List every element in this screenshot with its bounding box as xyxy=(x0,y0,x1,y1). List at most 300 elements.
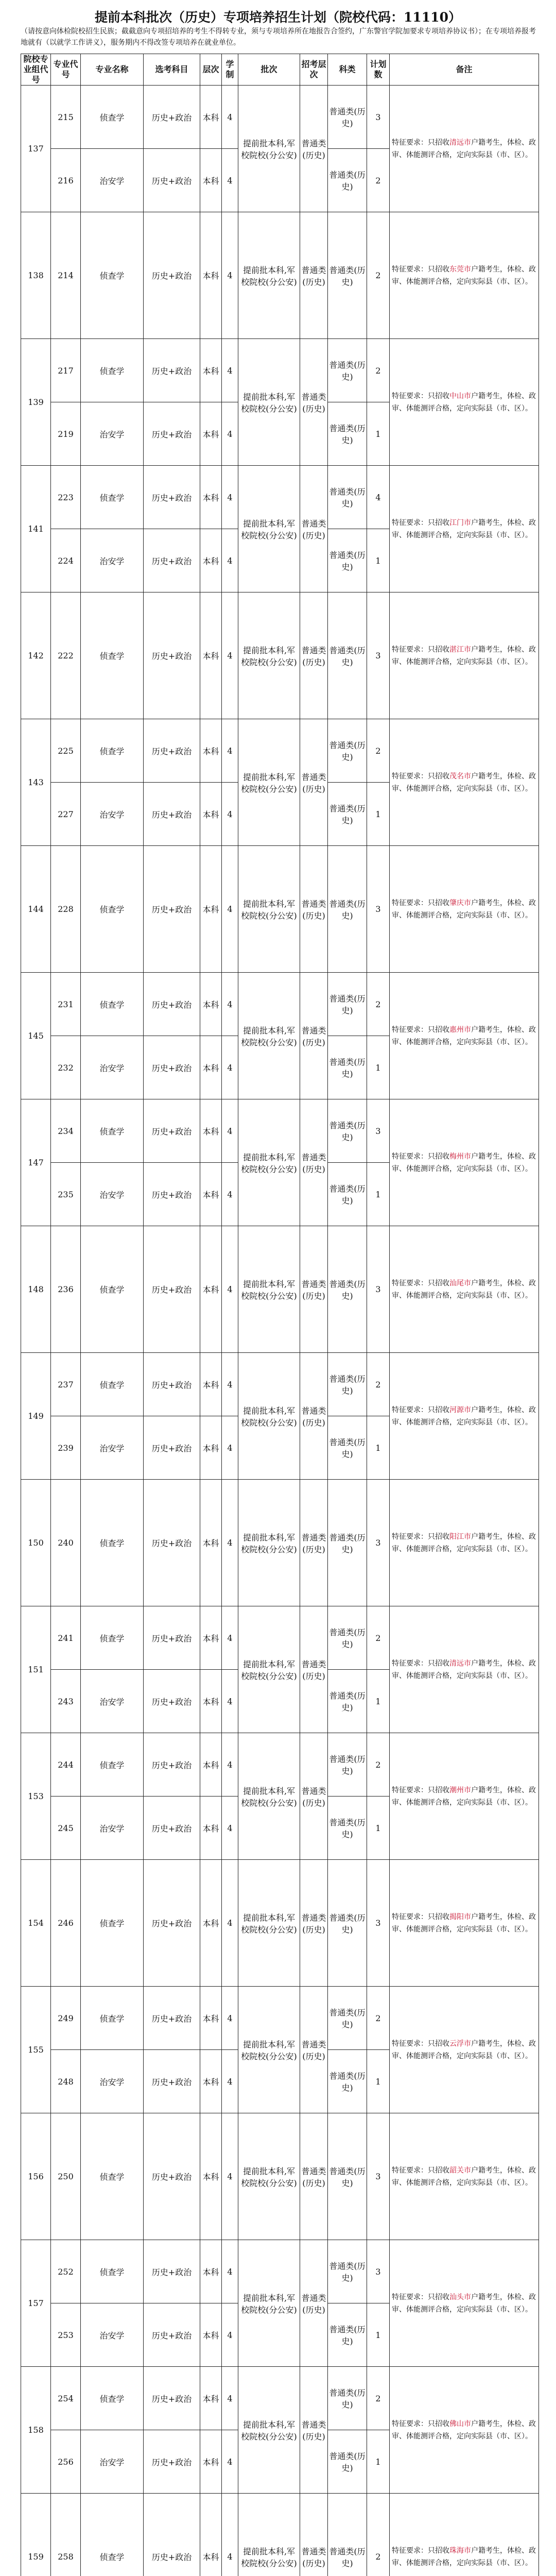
remark-place: 汕尾市 xyxy=(449,1279,471,1287)
batch-cell: 提前批本科,军校院校(分公安) xyxy=(238,719,300,846)
plan-count: 2 xyxy=(367,149,390,212)
plan-count: 1 xyxy=(367,529,390,592)
study-years: 4 xyxy=(222,1670,238,1733)
remark-cell xyxy=(390,592,539,719)
group-code: 137 xyxy=(21,86,51,212)
remark-text: 特征要求：只招收 xyxy=(392,645,449,654)
remark-place: 江门市 xyxy=(449,518,471,527)
study-years: 4 xyxy=(222,783,238,846)
recruit-type: 普通类(历史) xyxy=(300,1099,328,1226)
batch-cell: 提前批本科,军校院校(分公安) xyxy=(238,2367,300,2494)
subject-category: 普通类(历史) xyxy=(328,846,367,973)
education-level: 本科 xyxy=(200,1036,222,1099)
remark-tail: 户籍考生，体检、政审、体能测评合格，定向实际县（市、区）。 xyxy=(392,2039,536,2060)
subject-requirement: 历史+政治 xyxy=(144,86,200,149)
recruit-type: 普通类(历史) xyxy=(300,86,328,212)
major-code: 228 xyxy=(51,846,81,973)
education-level: 本科 xyxy=(200,2113,222,2240)
major-name: 侦查学 xyxy=(81,1226,144,1353)
subject-category: 普通类(历史) xyxy=(328,2113,367,2240)
table-row xyxy=(21,2113,539,2240)
subject-category: 普通类(历史) xyxy=(328,1860,367,1987)
recruit-type: 普通类(历史) xyxy=(300,1733,328,1860)
remark-tail: 户籍考生，体检、政审、体能测评合格，定向实际县（市、区）。 xyxy=(392,265,536,286)
education-level: 本科 xyxy=(200,2494,222,2576)
recruit-type: 普通类(历史) xyxy=(300,2367,328,2494)
remark-cell xyxy=(390,1099,539,1226)
column-header: 专业名称 xyxy=(81,54,144,86)
subject-category: 普通类(历史) xyxy=(328,1733,367,1797)
remark-tail: 户籍考生，体检、政审、体能测评合格，定向实际县（市、区）。 xyxy=(392,1025,536,1046)
table-row xyxy=(21,466,539,529)
study-years: 4 xyxy=(222,86,238,149)
subject-category: 普通类(历史) xyxy=(328,1036,367,1099)
remark-place: 茂名市 xyxy=(449,772,471,781)
major-code: 217 xyxy=(51,339,81,402)
education-level: 本科 xyxy=(200,719,222,783)
remark-tail: 户籍考生，体检、政审、体能测评合格，定向实际县（市、区）。 xyxy=(392,1532,536,1553)
subject-category: 普通类(历史) xyxy=(328,1353,367,1416)
batch-cell: 提前批本科,军校院校(分公安) xyxy=(238,1480,300,1606)
recruit-type: 普通类(历史) xyxy=(300,1860,328,1987)
batch-cell: 提前批本科,军校院校(分公安) xyxy=(238,212,300,339)
table-row xyxy=(21,719,539,783)
batch-cell: 提前批本科,军校院校(分公安) xyxy=(238,1987,300,2113)
study-years: 4 xyxy=(222,1987,238,2050)
major-name: 侦查学 xyxy=(81,1480,144,1606)
remark-tail: 户籍考生，体检、政审、体能测评合格，定向实际县（市、区）。 xyxy=(392,1912,536,1934)
education-level: 本科 xyxy=(200,2050,222,2113)
subject-category: 普通类(历史) xyxy=(328,2050,367,2113)
plan-count: 3 xyxy=(367,2113,390,2240)
table-header-row xyxy=(21,54,539,86)
major-name: 侦查学 xyxy=(81,2113,144,2240)
subject-category: 普通类(历史) xyxy=(328,2240,367,2303)
study-years: 4 xyxy=(222,339,238,402)
table-row xyxy=(21,1353,539,1416)
subject-category: 普通类(历史) xyxy=(328,2367,367,2430)
education-level: 本科 xyxy=(200,973,222,1036)
plan-count: 2 xyxy=(367,1606,390,1670)
major-code: 245 xyxy=(51,1797,81,1860)
major-name: 侦查学 xyxy=(81,1733,144,1797)
remark-text: 特征要求：只招收 xyxy=(392,899,449,907)
plan-count: 2 xyxy=(367,2367,390,2430)
education-level: 本科 xyxy=(200,1416,222,1480)
plan-count: 2 xyxy=(367,1353,390,1416)
remark-cell xyxy=(390,1606,539,1733)
batch-cell: 提前批本科,军校院校(分公安) xyxy=(238,1733,300,1860)
major-code: 254 xyxy=(51,2367,81,2430)
table-row xyxy=(21,339,539,402)
major-code: 234 xyxy=(51,1099,81,1163)
subject-requirement: 历史+政治 xyxy=(144,212,200,339)
remark-text: 特征要求：只招收 xyxy=(392,1279,449,1287)
plan-count: 1 xyxy=(367,1416,390,1480)
plan-count: 2 xyxy=(367,212,390,339)
subject-requirement: 历史+政治 xyxy=(144,149,200,212)
subject-requirement: 历史+政治 xyxy=(144,1797,200,1860)
table-row xyxy=(21,1480,539,1606)
major-code: 231 xyxy=(51,973,81,1036)
table-row xyxy=(21,592,539,719)
major-code: 236 xyxy=(51,1226,81,1353)
study-years: 4 xyxy=(222,2113,238,2240)
column-header: 专业代号 xyxy=(51,54,81,86)
major-name: 侦查学 xyxy=(81,1099,144,1163)
subject-category: 普通类(历史) xyxy=(328,592,367,719)
study-years: 4 xyxy=(222,1163,238,1226)
group-code: 151 xyxy=(21,1606,51,1733)
major-name: 侦查学 xyxy=(81,339,144,402)
major-name: 治安学 xyxy=(81,1036,144,1099)
subject-requirement: 历史+政治 xyxy=(144,2430,200,2494)
subject-requirement: 历史+政治 xyxy=(144,1099,200,1163)
remark-cell xyxy=(390,973,539,1099)
remark-tail: 户籍考生，体检、政审、体能测评合格，定向实际县（市、区）。 xyxy=(392,2293,536,2314)
subject-requirement: 历史+政治 xyxy=(144,2240,200,2303)
group-code: 138 xyxy=(21,212,51,339)
subject-requirement: 历史+政治 xyxy=(144,402,200,466)
recruit-type: 普通类(历史) xyxy=(300,1226,328,1353)
major-name: 治安学 xyxy=(81,529,144,592)
plan-count: 3 xyxy=(367,1480,390,1606)
subject-category: 普通类(历史) xyxy=(328,149,367,212)
recruit-type: 普通类(历史) xyxy=(300,719,328,846)
remark-place: 中山市 xyxy=(449,392,471,400)
subject-requirement: 历史+政治 xyxy=(144,719,200,783)
education-level: 本科 xyxy=(200,1733,222,1797)
major-code: 253 xyxy=(51,2303,81,2367)
subject-requirement: 历史+政治 xyxy=(144,1670,200,1733)
major-name: 治安学 xyxy=(81,2050,144,2113)
remark-place: 东莞市 xyxy=(449,265,471,274)
remark-place: 韶关市 xyxy=(449,2166,471,2175)
major-name: 侦查学 xyxy=(81,466,144,529)
table-row xyxy=(21,2240,539,2303)
table-row xyxy=(21,1226,539,1353)
group-code: 145 xyxy=(21,973,51,1099)
subject-requirement: 历史+政治 xyxy=(144,1416,200,1480)
study-years: 4 xyxy=(222,1606,238,1670)
column-header: 备注 xyxy=(390,54,539,86)
remark-tail: 户籍考生，体检、政审、体能测评合格，定向实际县（市、区）。 xyxy=(392,899,536,920)
plan-count: 1 xyxy=(367,783,390,846)
study-years: 4 xyxy=(222,149,238,212)
study-years: 4 xyxy=(222,1099,238,1163)
remark-cell xyxy=(390,2113,539,2240)
major-name: 治安学 xyxy=(81,1797,144,1860)
plan-count: 1 xyxy=(367,1036,390,1099)
education-level: 本科 xyxy=(200,592,222,719)
subject-category: 普通类(历史) xyxy=(328,86,367,149)
education-level: 本科 xyxy=(200,1987,222,2050)
education-level: 本科 xyxy=(200,402,222,466)
plan-count: 3 xyxy=(367,1226,390,1353)
remark-text: 特征要求：只招收 xyxy=(392,518,449,527)
study-years: 4 xyxy=(222,402,238,466)
education-level: 本科 xyxy=(200,2430,222,2494)
plan-count: 2 xyxy=(367,2494,390,2576)
batch-cell: 提前批本科,军校院校(分公安) xyxy=(238,846,300,973)
study-years: 4 xyxy=(222,592,238,719)
plan-count: 1 xyxy=(367,402,390,466)
subject-category: 普通类(历史) xyxy=(328,1099,367,1163)
table-row xyxy=(21,1987,539,2050)
remark-place: 佛山市 xyxy=(449,2419,471,2428)
remark-place: 潮州市 xyxy=(449,1786,471,1794)
batch-cell: 提前批本科,军校院校(分公安) xyxy=(238,1860,300,1987)
remark-cell xyxy=(390,466,539,592)
plan-count: 4 xyxy=(367,466,390,529)
batch-cell: 提前批本科,军校院校(分公安) xyxy=(238,2113,300,2240)
study-years: 4 xyxy=(222,2430,238,2494)
batch-cell: 提前批本科,军校院校(分公安) xyxy=(238,2494,300,2576)
study-years: 4 xyxy=(222,973,238,1036)
study-years: 4 xyxy=(222,466,238,529)
education-level: 本科 xyxy=(200,149,222,212)
remark-cell xyxy=(390,1860,539,1987)
group-code: 148 xyxy=(21,1226,51,1353)
subject-requirement: 历史+政治 xyxy=(144,2050,200,2113)
education-level: 本科 xyxy=(200,466,222,529)
column-header: 招考层次 xyxy=(300,54,328,86)
major-code: 219 xyxy=(51,402,81,466)
subject-requirement: 历史+政治 xyxy=(144,2303,200,2367)
remark-tail: 户籍考生，体检、政审、体能测评合格，定向实际县（市、区）。 xyxy=(392,2419,536,2441)
remark-cell xyxy=(390,1226,539,1353)
major-name: 治安学 xyxy=(81,2303,144,2367)
remark-tail: 户籍考生，体检、政审、体能测评合格，定向实际县（市、区）。 xyxy=(392,1279,536,1300)
study-years: 4 xyxy=(222,1416,238,1480)
column-header: 院校专业组代号 xyxy=(21,54,51,86)
subject-category: 普通类(历史) xyxy=(328,1163,367,1226)
remark-place: 肇庆市 xyxy=(449,899,471,907)
education-level: 本科 xyxy=(200,529,222,592)
recruit-type: 普通类(历史) xyxy=(300,1353,328,1480)
group-code: 143 xyxy=(21,719,51,846)
remark-cell xyxy=(390,1353,539,1480)
remark-cell xyxy=(390,212,539,339)
page-note: （请按意向体检院校招生民族；截截意向专项招培养的考生不得转专业，须与专项培养所在地报告合签约，广东警官学院加要求专项培养协议书）；在专项培养报考地就有（以就学工作讲义），服务期内不得改签专项培养在就业单位。 xyxy=(21,27,536,47)
subject-category: 普通类(历史) xyxy=(328,719,367,783)
education-level: 本科 xyxy=(200,1606,222,1670)
column-header: 计划数 xyxy=(367,54,390,86)
remark-tail: 户籍考生，体检、政审、体能测评合格，定向实际县（市、区）。 xyxy=(392,645,536,666)
education-level: 本科 xyxy=(200,846,222,973)
major-name: 侦查学 xyxy=(81,2367,144,2430)
plan-count: 3 xyxy=(367,2240,390,2303)
remark-text: 特征要求：只招收 xyxy=(392,392,449,400)
table-row xyxy=(21,1860,539,1987)
education-level: 本科 xyxy=(200,2303,222,2367)
recruit-type: 普通类(历史) xyxy=(300,2240,328,2367)
batch-cell: 提前批本科,军校院校(分公安) xyxy=(238,1353,300,1480)
major-name: 侦查学 xyxy=(81,592,144,719)
remark-tail: 户籍考生，体检、政审、体能测评合格，定向实际县（市、区）。 xyxy=(392,1786,536,1807)
remark-cell xyxy=(390,86,539,212)
education-level: 本科 xyxy=(200,212,222,339)
remark-text: 特征要求：只招收 xyxy=(392,2166,449,2175)
remark-text: 特征要求：只招收 xyxy=(392,1786,449,1794)
major-name: 侦查学 xyxy=(81,846,144,973)
subject-requirement: 历史+政治 xyxy=(144,973,200,1036)
major-name: 侦查学 xyxy=(81,1860,144,1987)
subject-requirement: 历史+政治 xyxy=(144,2494,200,2576)
group-code: 155 xyxy=(21,1987,51,2113)
major-name: 侦查学 xyxy=(81,212,144,339)
group-code: 156 xyxy=(21,2113,51,2240)
batch-cell: 提前批本科,军校院校(分公安) xyxy=(238,1099,300,1226)
group-code: 141 xyxy=(21,466,51,592)
remark-text: 特征要求：只招收 xyxy=(392,1025,449,1034)
major-name: 侦查学 xyxy=(81,1987,144,2050)
subject-requirement: 历史+政治 xyxy=(144,2367,200,2430)
remark-tail: 户籍考生，体检、政审、体能测评合格，定向实际县（市、区）。 xyxy=(392,1659,536,1680)
remark-cell xyxy=(390,339,539,466)
remark-tail: 户籍考生，体检、政审、体能测评合格，定向实际县（市、区）。 xyxy=(392,772,536,793)
major-name: 治安学 xyxy=(81,149,144,212)
plan-count: 1 xyxy=(367,1163,390,1226)
subject-requirement: 历史+政治 xyxy=(144,1733,200,1797)
table-row xyxy=(21,86,539,149)
remark-place: 梅州市 xyxy=(449,1152,471,1161)
major-name: 治安学 xyxy=(81,402,144,466)
batch-cell: 提前批本科,军校院校(分公安) xyxy=(238,466,300,592)
major-code: 250 xyxy=(51,2113,81,2240)
column-header: 学制 xyxy=(222,54,238,86)
remark-place: 阳江市 xyxy=(449,1532,471,1541)
recruit-type: 普通类(历史) xyxy=(300,846,328,973)
page-title: 提前本科批次（历史）专项培养招生计划（院校代码：11110） xyxy=(95,10,461,25)
table-row xyxy=(21,973,539,1036)
remark-tail: 户籍考生，体检、政审、体能测评合格，定向实际县（市、区）。 xyxy=(392,138,536,159)
education-level: 本科 xyxy=(200,1226,222,1353)
remark-cell xyxy=(390,846,539,973)
table-row xyxy=(21,1606,539,1670)
major-code: 232 xyxy=(51,1036,81,1099)
major-name: 侦查学 xyxy=(81,2494,144,2576)
education-level: 本科 xyxy=(200,1480,222,1606)
group-code: 153 xyxy=(21,1733,51,1860)
remark-text: 特征要求：只招收 xyxy=(392,772,449,781)
major-name: 治安学 xyxy=(81,783,144,846)
subject-requirement: 历史+政治 xyxy=(144,1036,200,1099)
study-years: 4 xyxy=(222,1860,238,1987)
remark-text: 特征要求：只招收 xyxy=(392,1405,449,1414)
study-years: 4 xyxy=(222,529,238,592)
education-level: 本科 xyxy=(200,783,222,846)
major-code: 256 xyxy=(51,2430,81,2494)
study-years: 4 xyxy=(222,1797,238,1860)
plan-count: 3 xyxy=(367,1099,390,1163)
plan-count: 2 xyxy=(367,339,390,402)
study-years: 4 xyxy=(222,2303,238,2367)
remark-tail: 户籍考生，体检、政审、体能测评合格，定向实际县（市、区）。 xyxy=(392,518,536,539)
table-row xyxy=(21,2494,539,2576)
education-level: 本科 xyxy=(200,339,222,402)
group-code: 142 xyxy=(21,592,51,719)
remark-tail: 户籍考生，体检、政审、体能测评合格，定向实际县（市、区）。 xyxy=(392,1152,536,1173)
group-code: 147 xyxy=(21,1099,51,1226)
remark-text: 特征要求：只招收 xyxy=(392,2039,449,2048)
education-level: 本科 xyxy=(200,2240,222,2303)
subject-category: 普通类(历史) xyxy=(328,1606,367,1670)
subject-category: 普通类(历史) xyxy=(328,1226,367,1353)
education-level: 本科 xyxy=(200,86,222,149)
major-code: 249 xyxy=(51,1987,81,2050)
remark-place: 云浮市 xyxy=(449,2039,471,2048)
major-name: 治安学 xyxy=(81,1163,144,1226)
remark-place: 揭阳市 xyxy=(449,1912,471,1921)
major-code: 225 xyxy=(51,719,81,783)
subject-requirement: 历史+政治 xyxy=(144,466,200,529)
recruit-type: 普通类(历史) xyxy=(300,339,328,466)
recruit-type: 普通类(历史) xyxy=(300,592,328,719)
batch-cell: 提前批本科,军校院校(分公安) xyxy=(238,592,300,719)
study-years: 4 xyxy=(222,1353,238,1416)
remark-place: 惠州市 xyxy=(449,1025,471,1034)
remark-cell xyxy=(390,2367,539,2494)
major-code: 246 xyxy=(51,1860,81,1987)
study-years: 4 xyxy=(222,2050,238,2113)
education-level: 本科 xyxy=(200,1797,222,1860)
column-header: 选考科目 xyxy=(144,54,200,86)
remark-text: 特征要求：只招收 xyxy=(392,1912,449,1921)
subject-requirement: 历史+政治 xyxy=(144,1860,200,1987)
major-name: 侦查学 xyxy=(81,719,144,783)
subject-requirement: 历史+政治 xyxy=(144,1163,200,1226)
batch-cell: 提前批本科,军校院校(分公安) xyxy=(238,86,300,212)
subject-requirement: 历史+政治 xyxy=(144,1353,200,1416)
subject-category: 普通类(历史) xyxy=(328,529,367,592)
plan-count: 2 xyxy=(367,1987,390,2050)
group-code: 154 xyxy=(21,1860,51,1987)
remark-cell xyxy=(390,2494,539,2576)
study-years: 4 xyxy=(222,846,238,973)
group-code: 150 xyxy=(21,1480,51,1606)
major-code: 222 xyxy=(51,592,81,719)
subject-category: 普通类(历史) xyxy=(328,402,367,466)
plan-count: 3 xyxy=(367,592,390,719)
subject-requirement: 历史+政治 xyxy=(144,592,200,719)
subject-requirement: 历史+政治 xyxy=(144,2113,200,2240)
subject-category: 普通类(历史) xyxy=(328,2430,367,2494)
plan-count: 2 xyxy=(367,1733,390,1797)
batch-cell: 提前批本科,军校院校(分公安) xyxy=(238,1606,300,1733)
education-level: 本科 xyxy=(200,1670,222,1733)
major-code: 223 xyxy=(51,466,81,529)
subject-requirement: 历史+政治 xyxy=(144,783,200,846)
subject-category: 普通类(历史) xyxy=(328,2303,367,2367)
subject-category: 普通类(历史) xyxy=(328,466,367,529)
major-name: 侦查学 xyxy=(81,1353,144,1416)
major-code: 237 xyxy=(51,1353,81,1416)
major-name: 治安学 xyxy=(81,1416,144,1480)
remark-text: 特征要求：只招收 xyxy=(392,1659,449,1668)
subject-requirement: 历史+政治 xyxy=(144,1987,200,2050)
recruit-type: 普通类(历史) xyxy=(300,973,328,1099)
plan-count: 1 xyxy=(367,1797,390,1860)
column-header: 科类 xyxy=(328,54,367,86)
major-name: 侦查学 xyxy=(81,86,144,149)
recruit-type: 普通类(历史) xyxy=(300,2113,328,2240)
plan-count: 1 xyxy=(367,2050,390,2113)
subject-category: 普通类(历史) xyxy=(328,973,367,1036)
remark-cell xyxy=(390,719,539,846)
remark-place: 珠海市 xyxy=(449,2546,471,2555)
remark-tail: 户籍考生，体检、政审、体能测评合格，定向实际县（市、区）。 xyxy=(392,392,536,413)
